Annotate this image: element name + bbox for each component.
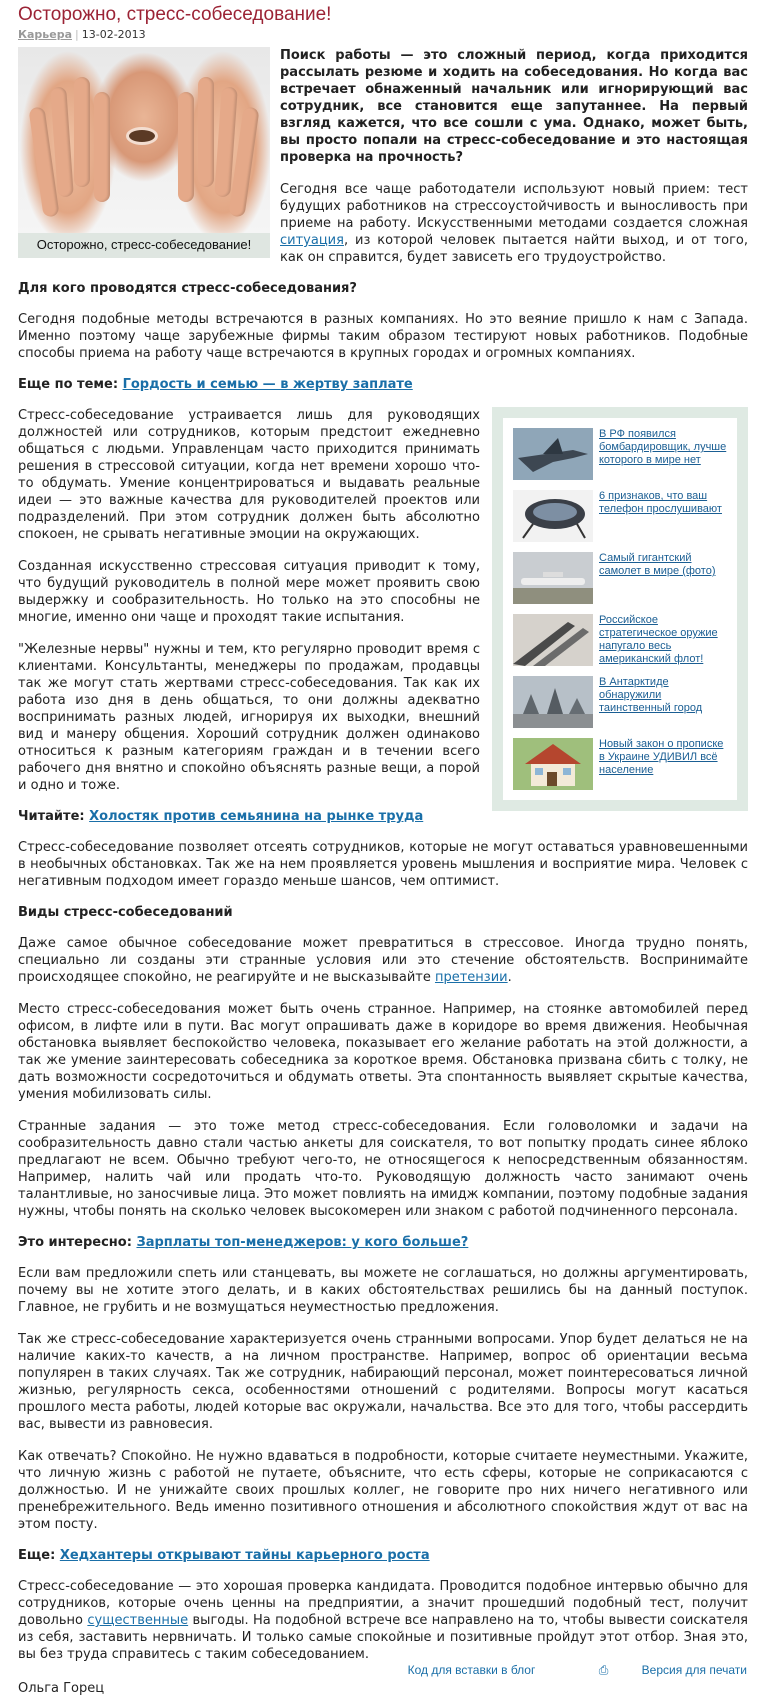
paragraph: Созданная искусственно стрессовая ситуация приводит к тому, что будущий руководитель в полной мере может проявить свою выдержку и сообразительность. Но только на это способны не многие, именно они чаще и проходят такие испытания. <box>18 559 480 625</box>
image-caption: Осторожно, стресс-собеседование! <box>36 237 252 252</box>
sidebar-item[interactable]: Российское стратегическое оружие напугало весь американский флот! <box>513 614 727 666</box>
article-date: 13-02-2013 <box>81 28 146 41</box>
printer-icon: ⎙ <box>598 1663 609 1677</box>
related-link-block: Читайте: Холостяк против семьянина на рынке труда <box>18 809 424 824</box>
related-link[interactable]: Гордость и семью — в жертву заплате <box>122 377 413 392</box>
sidebar-item[interactable]: Самый гигантский самолет в мире (фото) <box>513 552 727 604</box>
related-link[interactable]: Зарплаты топ-менеджеров: у кого больше? <box>136 1235 469 1250</box>
paragraph: Стресс-собеседование — это хорошая проверка кандидата. Проводится подобное интервью обычно для сотрудников, которые очень ценны на предприятии, а значит прошедший подобный тест, получит довольно существенные выгоды. На подобной встрече все направлено на то, чтобы вывести соискателя из себя, заставить нервничать. И только самые спокойные и позитивные пройдут этот отбор. Зная это, вы без труда справитесь с таким собеседованием. <box>18 1579 748 1662</box>
article-page <box>18 4 748 1696</box>
house-icon <box>513 738 593 790</box>
phone-icon <box>513 490 593 542</box>
inline-link-situation[interactable]: ситуация <box>280 233 344 248</box>
related-link[interactable]: Холостяк против семьянина на рынке труда <box>89 809 424 824</box>
paragraph: Место стресс-собеседования может быть очень странное. Например, на стоянке автомобилей перед офисом, в лифте или в пути. Вас могут опрашивать даже в коридоре во время движения. Необычная обстановка выявляет беспокойство человека, показывает его желание работать на этой должности, а так же умение заинтересовать собеседника за короткое время. Обстановка призвана сбить с толку, не дать возможности сосредоточиться и обдумать ответы. Эта спонтанность выявляет скрытые качества, умения мобилизовать силы. <box>18 1002 748 1102</box>
paragraph: Сегодня все чаще работодатели используют новый прием: тест будущих работников на стрессоустойчивость и выносливость при приеме на работу. Искусственными методами создается сложная ситуация, из которой человек пытается найти выход, и от того, как он справится, будет зависеть его трудоустройство. <box>280 182 748 265</box>
related-link-block: Еще: Хедхантеры открывают тайны карьерного роста <box>18 1548 430 1563</box>
eye-icon <box>126 127 158 145</box>
paragraph: "Железные нервы" нужны и тем, кто регулярно проводит время с клиентами. Консультанты, менеджеры по продажам, продавцы так же могут стать жертвами стресс-собеседования. Так как их работа изо дня в день общаться, то они должны адекватно воспринимать разных людей, игнорируя их выходки, внешний вид и манеру общения. Хороший сотрудник должен одинаково относиться к разным категориям граждан и в течении всего рабочего дня внятно и спокойно объяснять разные вещи, а порой и одно и тоже. <box>18 642 480 793</box>
sidebar-item[interactable]: 6 признаков, что ваш телефон прослушивают <box>513 490 727 542</box>
section-heading: Для кого проводятся стресс-собеседования? <box>18 281 357 296</box>
paragraph: Если вам предложили спеть или станцевать, вы можете не соглашаться, но должны аргументировать, почему вы не хотите этого делать, и в каких обстоятельствах решились бы на данный поступок. Главное, не грубить и не возмущаться неуместностью предложения. <box>18 1266 748 1315</box>
article-photo <box>18 47 270 233</box>
article-meta: Карьера | 13-02-2013 <box>18 28 146 41</box>
sidebar-teasers <box>492 407 748 811</box>
paragraph: Сегодня подобные методы встречаются в разных компаниях. Но это веяние пришло к нам с Запада. Именно поэтому чаще зарубежные фирмы таким образом тестируют новых работников. Подобные способы приема на работу чаще встречаются в крупных городах и огромных компаниях. <box>18 312 748 361</box>
sidebar-item[interactable]: В РФ появился бомбардировщик, лучше которого в мире нет <box>513 428 727 480</box>
author-name: Ольга Горец <box>18 1681 105 1696</box>
sidebar-item[interactable]: В Антарктиде обнаружили таинственный город <box>513 676 727 728</box>
inline-link-claims[interactable]: претензии <box>434 970 508 985</box>
paragraph: Стресс-собеседование позволяет отсеять сотрудников, которые не могут оставаться уравновешенными в необычных обстановках. Так же на нем проявляется уровень мышления и восприятие мира. Человек с негативным подходом имеет гораздо меньше шансов, чем оптимист. <box>18 840 748 889</box>
paragraph: Странные задания — это тоже метод стресс-собеседования. Если головоломки и задачи на сообразительность давно стали частью анкеты для соискателя, то вот попытку продать синее яблоко предлагают не всем. Обычно требуют чего-то, не относящегося к непосредственным обязанностям. Например, налить чай или продать что-то. Руководящую должность часто занимают очень талантливые, но заносчивые лица. Это может повлиять на имидж компании, поэтому подобные задания нужны, чтобы понять на сколько человек высокомерен или знаком с работой подчиненного персонала. <box>18 1119 748 1219</box>
article-title: Осторожно, стресс-собеседование! <box>18 4 332 25</box>
jet-icon <box>513 428 593 480</box>
article-figure <box>18 47 270 258</box>
sidebar-item[interactable]: Новый закон о прописке в Украине УДИВИЛ всё население <box>513 738 727 790</box>
city-icon <box>513 676 593 728</box>
article-lead: Поиск работы — это сложный период, когда приходится рассылать резюме и ходить на собеседования. Но когда вас встречает обнаженный начальник или игнорирующий вас сотрудник, все становится еще запутаннее. На первый взгляд кажется, что все сошли с ума. Однако, может быть, вы просто попали на стресс-собеседование и это настоящая проверка на прочность? <box>280 48 748 165</box>
category-link[interactable]: Карьера <box>18 28 73 41</box>
related-link-block: Это интересно: Зарплаты топ-менеджеров: у кого больше? <box>18 1235 469 1250</box>
embed-code-link[interactable]: Код для вставки в блог <box>407 1663 536 1677</box>
paragraph: Как отвечать? Спокойно. Не нужно вдаваться в подробности, которые считаете неуместными. Укажите, что личную жизнь с работой не путаете, объясните, что есть сферы, которые не соприкасаются с должностью. И не унижайте своих прошлых коллег, не говорите про них ничего негативного или пренебрежительного. Ведь именно позитивного отношения и абсолютного спокойствия ждут от вас на этом посту. <box>18 1449 748 1532</box>
print-version-link[interactable]: ⎙ Версия для печати <box>598 1663 747 1677</box>
footer-links <box>378 1663 747 1678</box>
paragraph: Даже самое обычное собеседование может превратиться в стрессовое. Иногда трудно понять, специально ли созданы эти странные условия или это стечение обстоятельств. Воспринимайте происходящее спокойно, не реагируйте и не высказывайте претензии. <box>18 936 748 985</box>
paragraph: Стресс-собеседование устраивается лишь для руководящих должностей или сотрудников, которым предстоит ежедневно общаться с людьми. Управленцам часто приходится принимать решения в стрессовой ситуации, когда нет времени хорошо что-то обдумать. Умение концентрироваться и выдавать реальные идеи — это важные качества для руководителей проектов или подразделений. При этом сотрудник должен быть абсолютно спокоен, не срывать негативные эмоции на окружающих. <box>18 408 480 542</box>
section-heading: Виды стресс-собеседований <box>18 905 233 920</box>
inline-link-substantial[interactable]: существенные <box>87 1613 189 1628</box>
airplane-icon <box>513 552 593 604</box>
related-link-block: Еще по теме: Гордость и семью — в жертву заплате <box>18 377 413 392</box>
paragraph: Так же стресс-собеседование характеризуется очень странными вопросами. Упор будет делаться не на наличие каких-то качеств, а на личном пространстве. Например, вопрос об ориентации весьма популярен в таких случаях. Так же сотрудник, набирающий персонал, может поинтересоваться личной жизнью, регулярность секса, особенностями отношений с родителями. Вопросы могут касаться прошлого места работы, людей которые вас окружали, начальства. Все это для того, чтобы рассердить вас, вывести из равновесия. <box>18 1332 748 1432</box>
related-link[interactable]: Хедхантеры открывают тайны карьерного роста <box>59 1548 430 1563</box>
missile-icon <box>513 614 593 666</box>
